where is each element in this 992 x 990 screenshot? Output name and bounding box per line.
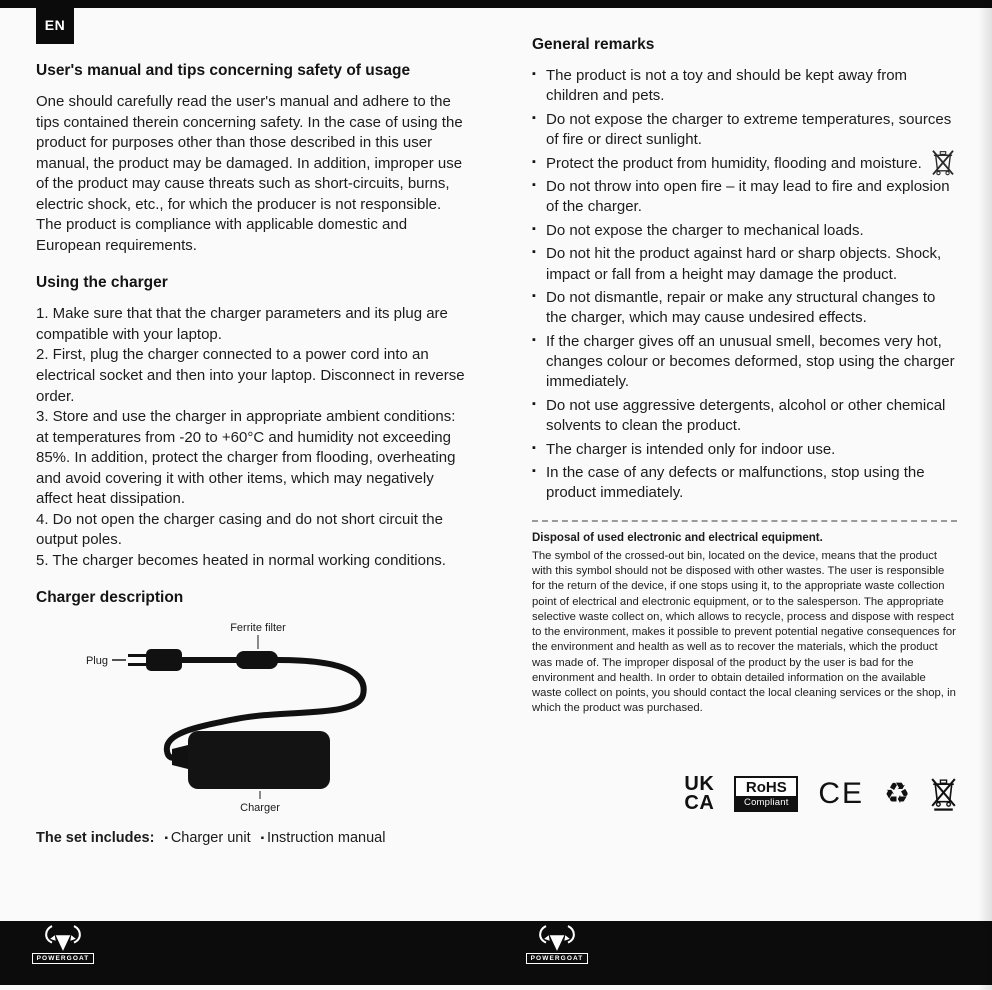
plug-body (146, 649, 182, 671)
weee-crossed-out-bin-icon (930, 776, 957, 811)
safety-heading: User's manual and tips concerning safety of usage (36, 62, 411, 79)
step-item: 1. Make sure that that the charger parameters and its plug are compatible with your laptop. (36, 305, 448, 343)
goat-head-icon (41, 924, 85, 952)
set-includes-item: ▪ Instruction manual (261, 830, 386, 846)
remark-item: ▪ Do not expose the charger to mechanical loads. (532, 221, 957, 241)
charger-label: Charger (240, 802, 280, 815)
remark-item: ▪ The charger is intended only for indoor use. (532, 440, 957, 460)
top-border-strip (0, 0, 992, 8)
charger-brick (188, 731, 330, 789)
charger-diagram-drawing (36, 619, 466, 815)
remark-item: ▪ Do not throw into open fire – it may lead to fire and explosion of the charger. (532, 177, 957, 218)
remark-item: ▪ In the case of any defects or malfunctions, stop using the product immediately. (532, 463, 957, 504)
charger-description-heading: Charger description (36, 589, 184, 607)
disposal-paragraph: The symbol of the crossed-out bin, located on the device, means that the product with this symbol should not be disposed with other wastes. The user is responsible for the return of the device, if one stops using it, to the appropriate waste collection point of electrical and electronic equipment, or to the salesperson. The appropriate selective waste collect on, which allows to recycle, process and dispose with respect to the environment, makes it possible to prevent potential negative consequences for the environment and health as well as to recover the materials, which the product was made of. The improper disposal of the product by the user is bad for the environment and health. In order to obtain detailed information on the available waste collect on points, you should contact the local cleaning services or the shop, in which the product was purchased. (532, 549, 956, 715)
charger-diagram (36, 619, 468, 820)
ukca-mark (684, 772, 715, 814)
remark-item: ▪ Do not use aggressive detergents, alcohol or other chemical solvents to clean the product. (532, 396, 957, 437)
plug-label: Plug (85, 655, 108, 668)
compliance-badges (532, 772, 957, 814)
brand-name: POWERGOAT (526, 953, 589, 964)
right-column (532, 36, 957, 813)
rohs-compliant-label: Compliant (736, 796, 796, 810)
dc-connector (172, 745, 188, 769)
set-includes-line (36, 830, 468, 846)
remark-item: ▪ Protect the product from humidity, flooding and moisture. (532, 154, 957, 174)
ukca-line-uk: UK (684, 772, 715, 795)
ce-mark: CE (818, 776, 864, 810)
using-charger-heading: Using the charger (36, 274, 168, 292)
step-item: 3. Store and use the charger in appropriate ambient conditions: at temperatures from -20 to +60°C and humidity not exceeding 85%. In addition, protect the charger from flooding, overheating and avoid covering it with other items, which may negatively affect heat dissipation. (36, 408, 456, 508)
remark-item: ▪ If the charger gives off an unusual smell, becomes very hot, changes colour or becomes deformed, stop using the charger immediately. (532, 332, 957, 393)
rohs-title: RoHS (745, 778, 787, 796)
brand-name: POWERGOAT (32, 953, 95, 964)
step-item: 5. The charger becomes heated in normal working conditions. (36, 551, 446, 569)
language-badge (36, 6, 74, 44)
footer-band (0, 921, 992, 985)
general-remarks-heading: General remarks (532, 36, 655, 53)
language-badge-label: EN (44, 17, 66, 33)
recycle-icon: ♻ (884, 776, 910, 811)
remark-item: ▪ Do not expose the charger to extreme temperatures, sources of fire or direct sunlight. (532, 110, 957, 151)
set-includes-label: The set includes: (36, 830, 155, 847)
ukca-line-ca: CA (684, 791, 715, 814)
ferrite-filter-label: Ferrite filter (230, 622, 286, 635)
brand-logo (522, 924, 592, 964)
cord-segment (182, 657, 238, 663)
step-item: 4. Do not open the charger casing and do not short circuit the output poles. (36, 510, 443, 549)
dashed-divider (532, 520, 957, 522)
ferrite-filter (236, 651, 278, 669)
plug-prong (128, 663, 148, 666)
brand-logo (28, 924, 98, 964)
left-column (36, 62, 468, 846)
plug-prong (128, 654, 148, 657)
set-includes-item: ▪ Charger unit (164, 830, 250, 846)
remark-item: ▪ Do not dismantle, repair or make any structural changes to the charger, which may cause undesired effects. (532, 288, 957, 329)
rohs-badge (734, 776, 798, 812)
remark-item: ▪ Do not hit the product against hard or sharp objects. Shock, impact or fall from a height may damage the product. (532, 244, 957, 285)
safety-paragraph: One should carefully read the user's manual and adhere to the tips contained therein concerning safety. In the case of using the product for purposes other than those described in this user manual, the product may be damaged. In addition, improper use of the product may cause threats such as short-circuits, burns, electric shock, etc., for which the producer is not responsible. The product is compliance with applicable domestic and European requirements. (36, 93, 463, 254)
using-charger-steps (36, 304, 468, 571)
disposal-heading: Disposal of used electronic and electrical equipment. (532, 531, 823, 544)
step-item: 2. First, plug the charger connected to a power cord into an electrical socket and then into your laptop. Disconnect in reverse order. (36, 346, 465, 405)
general-remarks-list (532, 66, 957, 504)
goat-head-icon (535, 924, 579, 952)
remark-item: ▪ The product is not a toy and should be kept away from children and pets. (532, 66, 957, 107)
